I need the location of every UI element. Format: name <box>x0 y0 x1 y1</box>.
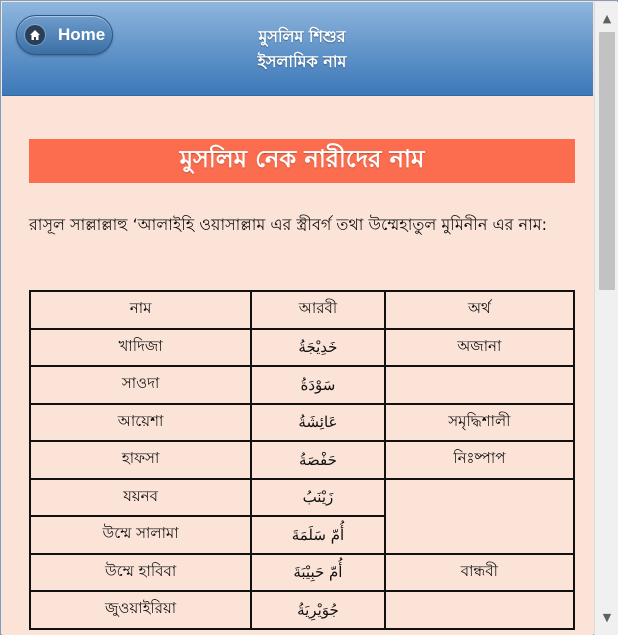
arabic-cell: حَفْصَةُ <box>251 441 385 479</box>
title-line-2: ইসলামিক নাম <box>257 52 347 71</box>
header-meaning: অর্থ <box>385 291 574 329</box>
arabic-cell: زَيْنَبُ <box>251 479 385 517</box>
table-row <box>30 441 574 479</box>
name-cell: হাফসা <box>30 441 251 479</box>
name-cell: উম্মে সালামা <box>30 516 251 554</box>
home-button[interactable] <box>16 15 113 55</box>
home-icon <box>25 25 45 45</box>
name-cell: খাদিজা <box>30 329 251 367</box>
home-label: Home <box>58 25 106 44</box>
names-table <box>29 290 575 630</box>
scroll-thumb[interactable] <box>599 32 615 290</box>
arabic-cell: عَائِشَةُ <box>251 404 385 442</box>
table-row <box>30 479 574 517</box>
meaning-cell <box>385 366 574 404</box>
name-cell: সাওদা <box>30 366 251 404</box>
table-row <box>30 554 574 592</box>
arabic-cell: سَوْدَةُ <box>251 366 385 404</box>
meaning-cell <box>385 591 574 629</box>
meaning-cell: নিঃষ্পাপ <box>385 441 574 479</box>
title-line-1: মুসলিম শিশুর <box>258 27 346 46</box>
table-row <box>30 366 574 404</box>
name-cell: যয়নব <box>30 479 251 517</box>
section-banner: মুসলিম নেক নারীদের নাম <box>29 139 575 183</box>
table-row <box>30 329 574 367</box>
table-header-row <box>30 291 574 329</box>
scroll-down-icon[interactable]: ▼ <box>602 610 612 624</box>
table-row <box>30 591 574 629</box>
meaning-cell: বান্ধবী <box>385 554 574 592</box>
meaning-cell: সমৃদ্ধিশালী <box>385 404 574 442</box>
meaning-cell: অজানা <box>385 329 574 367</box>
table-row <box>30 404 574 442</box>
arabic-cell: خَدِيْجَةُ <box>251 329 385 367</box>
content-area <box>2 97 593 635</box>
intro-paragraph: রাসূল সাল্লাল্লাহু ‘আলাইহি ওয়াসাল্লাম এর স্ত্রীবর্গ তথা উম্মেহাতুল মুমিনীন এর নাম: <box>29 215 547 234</box>
name-cell: উম্মে হাবিবা <box>30 554 251 592</box>
arabic-cell: جُوَيْرِيَةُ <box>251 591 385 629</box>
vertical-scrollbar[interactable] <box>594 2 618 635</box>
name-cell: আয়েশা <box>30 404 251 442</box>
page-title <box>202 24 402 74</box>
arabic-cell: أُمّ حَبِيْبَةَ <box>251 554 385 592</box>
meaning-cell <box>385 479 574 554</box>
header-arabic: আরবী <box>251 291 385 329</box>
header-bar <box>2 2 593 96</box>
header-name: নাম <box>30 291 251 329</box>
scroll-up-icon[interactable]: ▲ <box>602 11 612 25</box>
name-cell: জুওয়াইরিয়া <box>30 591 251 629</box>
arabic-cell: أُمّ سَلَمَةَ <box>251 516 385 554</box>
